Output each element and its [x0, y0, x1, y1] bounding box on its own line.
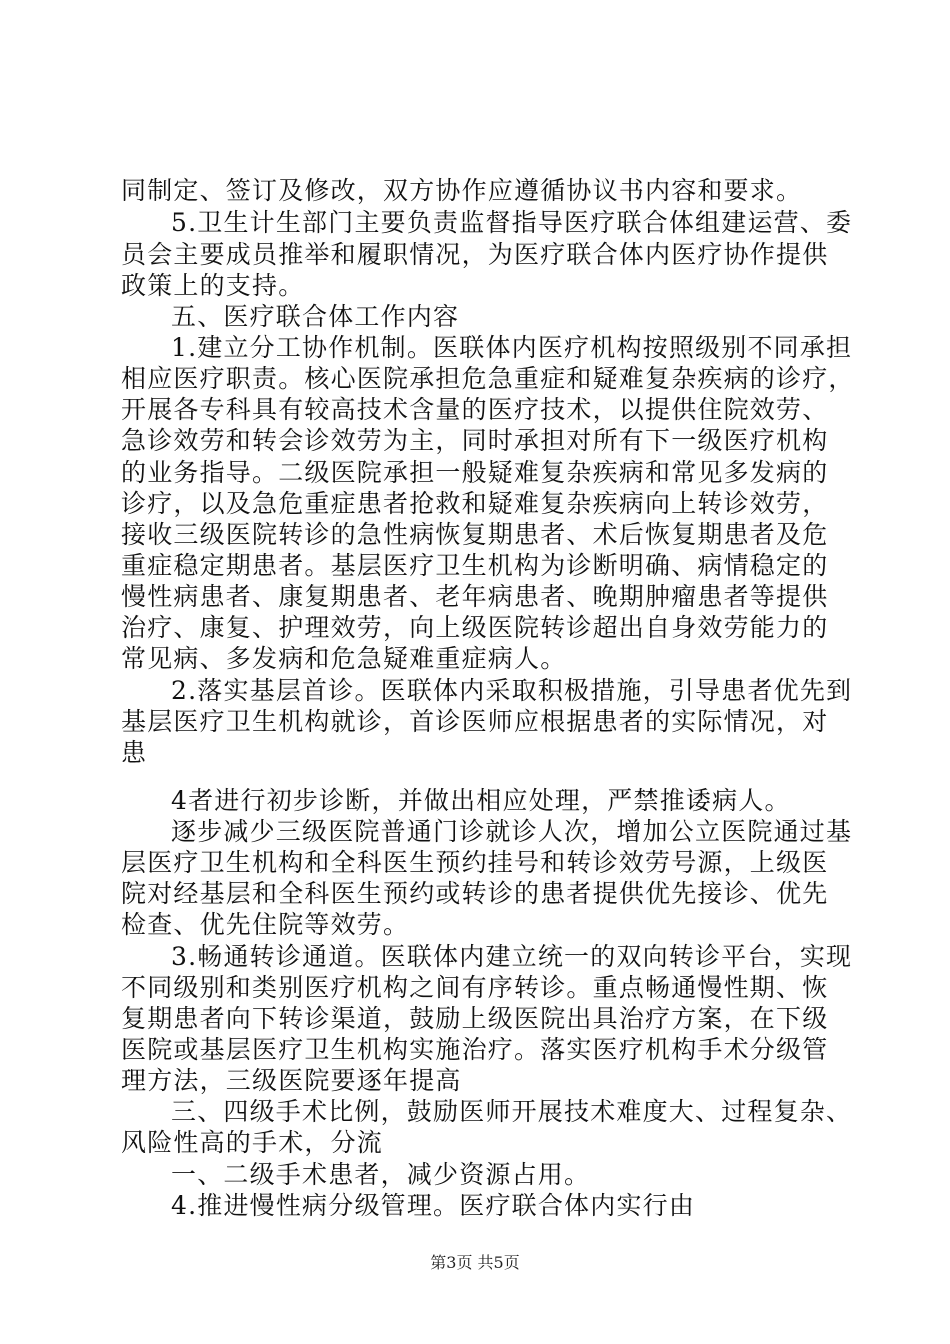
paragraph-line: 1.建立分工协作机制。医联体内医疗机构按照级别不同承担: [171, 333, 853, 362]
paragraph-line: 同制定、签订及修改，双方协作应遵循协议书内容和要求。: [121, 176, 803, 205]
paragraph-line: 2.落实基层首诊。医联体内采取积极措施，引导患者优先到: [171, 676, 853, 705]
section-heading: 五、医疗联合体工作内容: [171, 302, 460, 331]
paragraph-line: 相应医疗职责。核心医院承担危急重症和疑难复杂疾病的诊疗，: [121, 364, 855, 393]
paragraph-line: 诊疗，以及急危重症患者抢救和疑难复杂疾病向上转诊效劳，: [121, 489, 829, 518]
paragraph-line: 理方法，三级医院要逐年提高: [121, 1066, 462, 1095]
paragraph-line: 5.卫生计生部门主要负责监督指导医疗联合体组建运营、委: [171, 208, 853, 237]
paragraph-line: 层医疗卫生机构和全科医生预约挂号和转诊效劳号源，上级医: [121, 848, 829, 877]
paragraph-line: 不同级别和类别医疗机构之间有序转诊。重点畅通慢性期、恢: [121, 973, 829, 1002]
paragraph-line: 接收三级医院转诊的急性病恢复期患者、术后恢复期患者及危: [121, 520, 829, 549]
paragraph-line: 开展各专科具有较高技术含量的医疗技术，以提供住院效劳、: [121, 395, 829, 424]
paragraph-line: 逐步减少三级医院普通门诊就诊人次，增加公立医院通过基: [171, 817, 853, 846]
paragraph-line: 基层医疗卫生机构就诊，首诊医师应根据患者的实际情况，对: [121, 707, 829, 736]
paragraph-line: 医院或基层医疗卫生机构实施治疗。落实医疗机构手术分级管: [121, 1035, 829, 1064]
paragraph-line: 检查、优先住院等效劳。: [121, 910, 410, 939]
paragraph-line: 3.畅通转诊通道。医联体内建立统一的双向转诊平台，实现: [171, 942, 853, 971]
page-footer: 第3页 共5页: [430, 1253, 520, 1272]
paragraph-line: 4者进行初步诊断，并做出相应处理，严禁推诿病人。: [171, 786, 791, 815]
paragraph-line: 的业务指导。二级医院承担一般疑难复杂疾病和常见多发病的: [121, 458, 829, 487]
paragraph-line: 急诊效劳和转会诊效劳为主，同时承担对所有下一级医疗机构: [121, 426, 829, 455]
paragraph-line: 重症稳定期患者。基层医疗卫生机构为诊断明确、病情稳定的: [121, 551, 829, 580]
paragraph-line: 4.推进慢性病分级管理。医疗联合体内实行由: [171, 1191, 696, 1220]
paragraph-line: 风险性高的手术，分流: [121, 1128, 384, 1157]
paragraph-line: 一、二级手术患者，减少资源占用。: [171, 1160, 591, 1189]
paragraph-line: 政策上的支持。: [121, 271, 305, 300]
paragraph-line: 患: [121, 738, 148, 767]
paragraph-line: 院对经基层和全科医生预约或转诊的患者提供优先接诊、优先: [121, 879, 829, 908]
paragraph-line: 三、四级手术比例，鼓励医师开展技术难度大、过程复杂、: [171, 1097, 853, 1126]
paragraph-line: 慢性病患者、康复期患者、老年病患者、晚期肿瘤患者等提供: [121, 582, 829, 611]
paragraph-line: 常见病、多发病和危急疑难重症病人。: [121, 644, 567, 673]
paragraph-line: 复期患者向下转诊渠道，鼓励上级医院出具治疗方案，在下级: [121, 1004, 829, 1033]
paragraph-line: 治疗、康复、护理效劳，向上级医院转诊超出自身效劳能力的: [121, 613, 829, 642]
paragraph-line: 员会主要成员推举和履职情况，为医疗联合体内医疗协作提供: [121, 240, 829, 269]
